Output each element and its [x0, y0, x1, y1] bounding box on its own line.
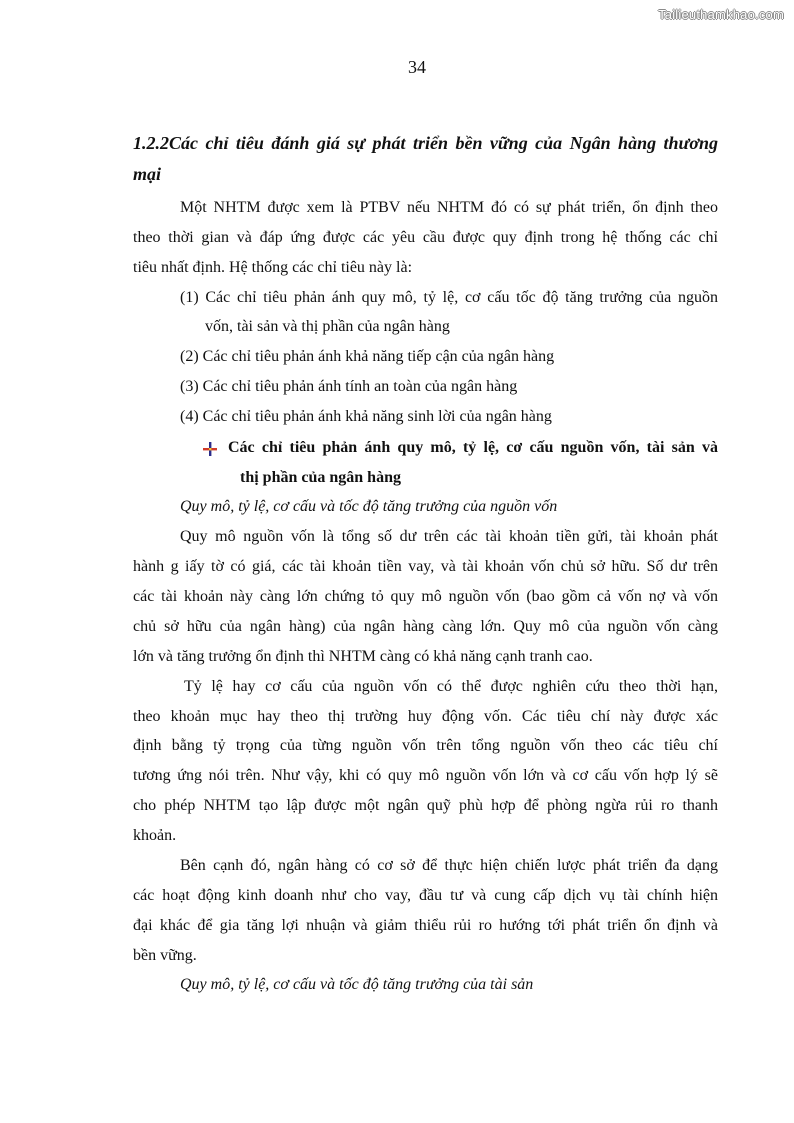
list-item-3: (3) Các chỉ tiêu phản ánh tính an toàn của ngân hàng	[180, 378, 518, 395]
list-item-4: (4) Các chỉ tiêu phản ánh khả năng sinh lời của ngân hàng	[180, 408, 552, 425]
para2-line-2: theo khoản mục hay theo thị trường huy động vốn. Các tiêu chí này được xác	[133, 708, 718, 725]
plus-bullet-icon	[202, 441, 218, 457]
bullet-heading-line-2: thị phần của ngân hàng	[240, 469, 401, 486]
bullet-heading-line-1: Các chỉ tiêu phản ánh quy mô, tỷ lệ, cơ cấu nguồn vốn, tài sản và	[228, 439, 718, 456]
intro-line-1: Một NHTM được xem là PTBV nếu NHTM đó có sự phát triển, ổn định theo	[180, 199, 718, 216]
subheading-capital: Quy mô, tỷ lệ, cơ cấu và tốc độ tăng trưởng của nguồn vốn	[180, 498, 558, 515]
section-heading-line-1: 1.2.2Các chỉ tiêu đánh giá sự phát triển bền vững của Ngân hàng thương	[133, 133, 718, 153]
para2-line-5: cho phép NHTM tạo lập được một ngân quỹ phù hợp để phòng ngừa rủi ro thanh	[133, 797, 718, 814]
para1-line-1: Quy mô nguồn vốn là tổng số dư trên các tài khoản tiền gửi, tài khoản phát	[180, 528, 718, 545]
watermark: Tailieuthamkhao.com	[658, 7, 784, 22]
list-item-1-line-1: (1) Các chỉ tiêu phản ánh quy mô, tỷ lệ, cơ cấu tốc độ tăng trưởng của nguồn	[180, 289, 718, 306]
list-item-2: (2) Các chỉ tiêu phản ánh khả năng tiếp cận của ngân hàng	[180, 348, 555, 365]
para3-line-4: bền vững.	[133, 947, 197, 964]
para2-line-1: Tỷ lệ hay cơ cấu của nguồn vốn có thể được nghiên cứu theo thời hạn,	[184, 678, 718, 695]
subheading-assets: Quy mô, tỷ lệ, cơ cấu và tốc độ tăng trưởng của tài sản	[180, 976, 534, 993]
section-heading-line-2: mại	[133, 164, 162, 184]
para2-line-3: định bằng tỷ trọng của từng nguồn vốn trên tổng nguồn vốn theo các tiêu chí	[133, 737, 718, 754]
para3-line-2: các hoạt động kinh doanh như cho vay, đầu tư và cung cấp dịch vụ tài chính hiện	[133, 887, 718, 904]
intro-line-3: tiêu nhất định. Hệ thống các chỉ tiêu này là:	[133, 259, 413, 276]
para2-line-4: tương ứng nói trên. Như vậy, khi có quy mô nguồn vốn lớn và cơ cấu vốn hợp lý sẽ	[133, 767, 718, 784]
page-number: 34	[408, 57, 426, 77]
para1-line-2: hành g iấy tờ có giá, các tài khoản tiền vay, và tài khoản vốn chủ sở hữu. Số dư trên	[133, 558, 718, 575]
para3-line-1: Bên cạnh đó, ngân hàng có cơ sở để thực hiện chiến lược phát triển đa dạng	[180, 857, 718, 874]
para1-line-3: các tài khoản này càng lớn chứng tỏ quy mô nguồn vốn (bao gồm cả vốn nợ và vốn	[133, 588, 718, 605]
intro-line-2: theo thời gian và đáp ứng được các yêu cầu được quy định trong hệ thống các chỉ	[133, 229, 718, 246]
para1-line-4: chủ sở hữu của ngân hàng) của ngân hàng càng lớn. Quy mô của nguồn vốn càng	[133, 618, 718, 635]
para3-line-3: đại khác để gia tăng lợi nhuận và giảm thiểu rủi ro hướng tới phát triển ổn định và	[133, 917, 718, 934]
para2-line-6: khoản.	[133, 827, 177, 844]
para1-line-5: lớn và tăng trưởng ổn định thì NHTM càng có khả năng cạnh tranh cao.	[133, 648, 593, 665]
list-item-1-line-2: vốn, tài sản và thị phần của ngân hàng	[205, 318, 450, 335]
